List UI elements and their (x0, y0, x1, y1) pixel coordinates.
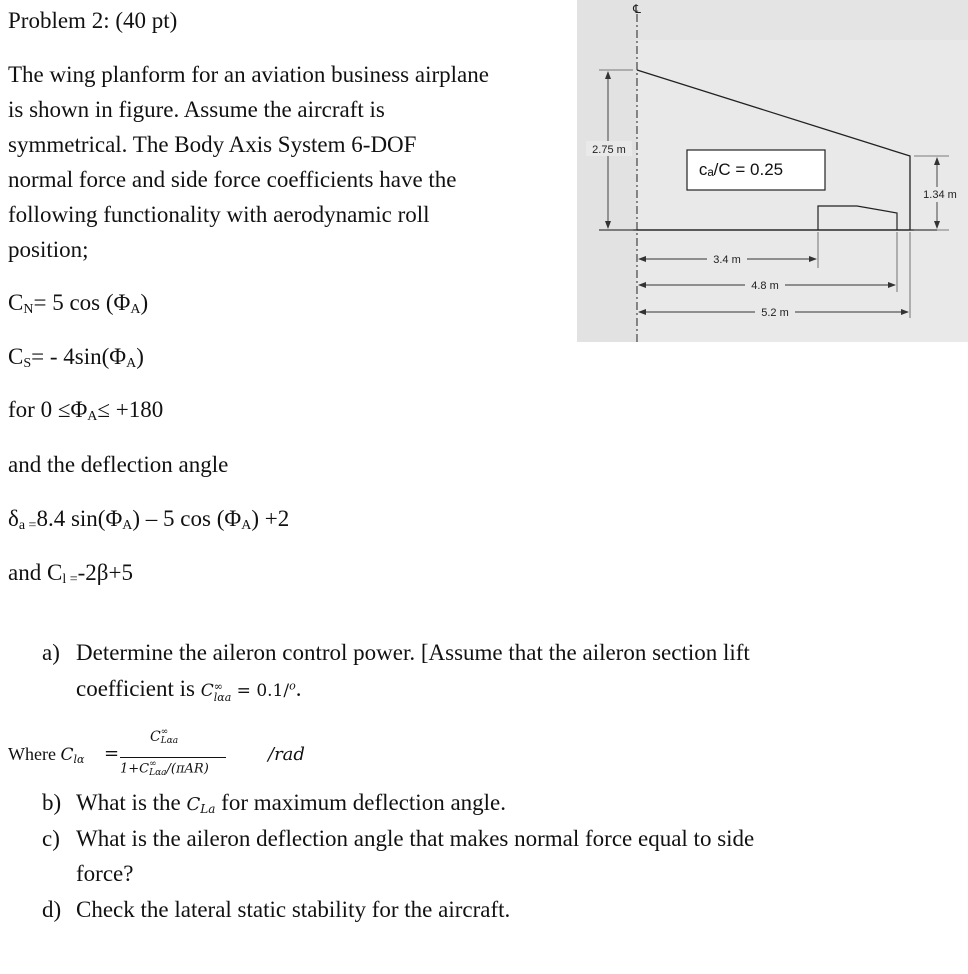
question-a-math-scripts (214, 681, 232, 703)
figure-shade-left (577, 0, 637, 342)
cs-rhs: = - 4sin(Φ (31, 344, 127, 369)
question-b (42, 790, 506, 816)
root-chord-label: 2.75 m (592, 144, 626, 156)
where-den-pre: 1+C (120, 761, 150, 777)
question-a-end: . (295, 676, 302, 701)
question-b-math-sub: La (200, 802, 216, 816)
question-a-math-symbol: C (200, 681, 214, 701)
deflection-rhs3: ) +2 (251, 506, 290, 531)
question-a-text-1: Determine the aileron control power. [Assume that the aileron section lift (76, 640, 750, 665)
range-post: ≤ +180 (97, 397, 164, 422)
question-a-text-2: coefficient is (76, 676, 201, 701)
where-num-sub: Lαa (160, 736, 179, 746)
question-a-degree: o (289, 679, 296, 693)
cl-post: -2β+5 (77, 560, 133, 585)
cn-rhs: = 5 cos (Φ (33, 290, 131, 315)
ratio-label: cₐ/C = 0.25 (698, 160, 784, 179)
dim-aileron-end-label: 4.8 m (751, 280, 779, 292)
problem-title: Problem 2: (40 pt) (8, 8, 178, 33)
cl-equation (8, 560, 133, 588)
cl-sub: l = (62, 572, 78, 587)
where-unit: /rad (268, 744, 305, 765)
question-b-pre: What is the (76, 790, 187, 815)
question-c-label: c) (42, 826, 60, 851)
cs-sub: S (23, 356, 32, 371)
question-a-line-1 (42, 640, 750, 666)
cn-tail: ) (140, 290, 149, 315)
cn-equation (8, 290, 148, 318)
cs-tail: ) (136, 344, 144, 369)
intro-line-2: is shown in figure. Assume the aircraft is (8, 97, 385, 122)
dim-span-label: 5.2 m (761, 307, 789, 319)
centerline-symbol: ℄ (633, 2, 641, 16)
where-num-sup: ∞ (160, 727, 169, 737)
deflection-intro: and the deflection angle (8, 452, 229, 477)
deflection-equation (8, 506, 289, 534)
dim-aileron-start-label: 3.4 m (713, 254, 741, 266)
cn-sub: N (23, 302, 34, 317)
where-equals: = (104, 743, 120, 764)
where-c-sub: lα (73, 753, 85, 766)
wing-planform-figure (577, 0, 968, 342)
where-numerator (150, 728, 178, 746)
intro-line-4: normal force and side force coefficients have the (8, 167, 457, 192)
range-sub: A (87, 409, 98, 424)
question-a-math-sup: ∞ (213, 679, 223, 693)
where-den-post: /(πAR) (166, 761, 209, 777)
deflection-sub2: A (122, 518, 133, 533)
cl-pre: and C (8, 560, 63, 585)
cn-sub2: A (130, 302, 141, 317)
where-lhs (8, 744, 84, 766)
cs-sub2: A (126, 356, 137, 371)
question-b-math: C (186, 794, 201, 815)
question-b-post: for maximum deflection angle. (215, 790, 507, 815)
question-d (42, 897, 510, 923)
figure-shade-top (637, 0, 968, 40)
question-c-text-2: force? (76, 861, 134, 886)
where-den-scripts (149, 760, 166, 778)
question-d-text: Check the lateral static stability for the aircraft. (76, 897, 511, 922)
question-d-label: d) (42, 897, 62, 922)
question-a-label: a) (42, 640, 60, 665)
where-den-sup: ∞ (149, 759, 157, 769)
where-num-c: C (150, 729, 161, 745)
range-condition (8, 397, 163, 425)
question-a-math-value: = 0.1/ (231, 681, 290, 701)
cs-lhs: C (8, 344, 24, 369)
cs-equation (8, 344, 144, 372)
deflection-rhs1: 8.4 sin(Φ (36, 506, 123, 531)
cn-lhs: C (8, 290, 24, 315)
question-c-line-1 (42, 826, 754, 852)
where-den-sub: Lαa (149, 768, 167, 778)
question-a-math (200, 679, 296, 704)
question-a-math-sub: lαa (213, 690, 232, 704)
deflection-lhs: δ (8, 506, 19, 531)
range-pre: for 0 ≤Φ (8, 397, 88, 422)
where-label: Where (8, 744, 61, 764)
where-num-scripts (161, 728, 178, 746)
deflection-rhs2: ) – 5 cos (Φ (132, 506, 242, 531)
question-c-text-1: What is the aileron deflection angle that makes normal force equal to side (76, 826, 755, 851)
intro-line-1: The wing planform for an aviation business airplane (8, 62, 489, 87)
question-b-label: b) (42, 790, 62, 815)
intro-line-3: symmetrical. The Body Axis System 6-DOF (8, 132, 417, 157)
where-fraction-bar (120, 757, 226, 758)
intro-line-6: position; (8, 237, 89, 262)
tip-chord-label: 1.34 m (923, 189, 957, 201)
question-a-line-2 (76, 676, 301, 703)
intro-line-5: following functionality with aerodynamic roll (8, 202, 430, 227)
deflection-sub: a = (18, 518, 37, 533)
deflection-sub3: A (241, 518, 252, 533)
where-c: C (60, 745, 74, 765)
where-denominator (120, 760, 209, 778)
